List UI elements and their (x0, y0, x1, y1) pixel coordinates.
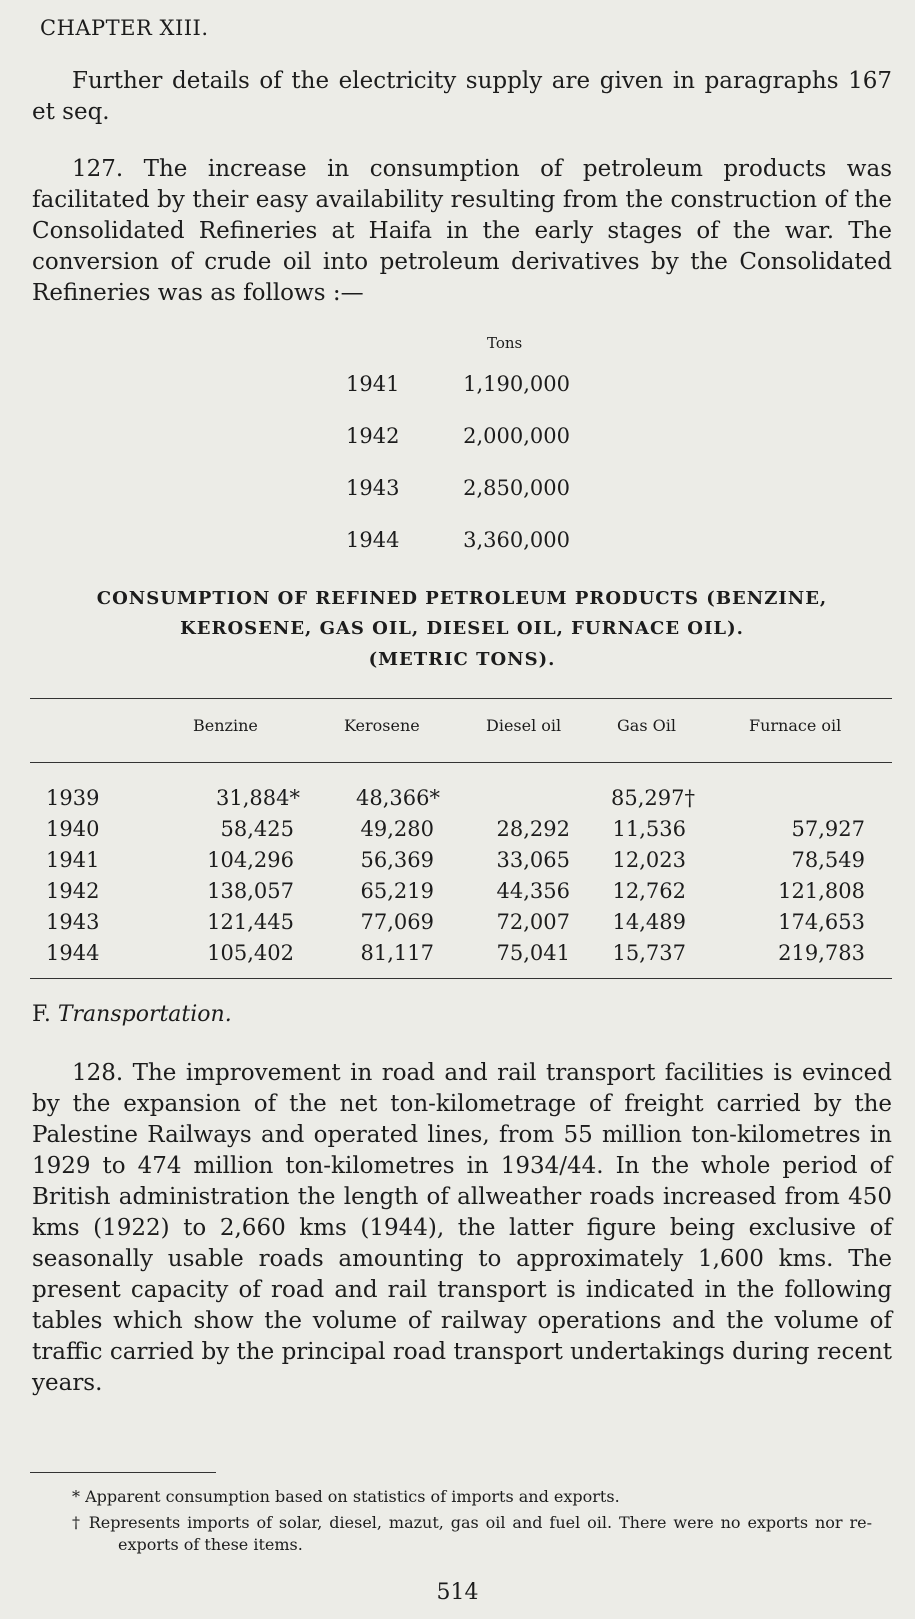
table-cell-gas-oil: 12,762 (612, 879, 686, 903)
section-title: Transportation. (57, 1002, 232, 1027)
table-cell-kerosene: 81,117 (360, 941, 434, 965)
consumption-table-title-line3: (METRIC TONS). (368, 649, 556, 670)
table-row-year: 1943 (46, 910, 100, 934)
table-cell-gas-oil: 15,737 (612, 941, 686, 965)
table-cell-benzine: 105,402 (207, 941, 294, 965)
table-cell-diesel: 72,007 (496, 910, 570, 934)
table-row-year: 1942 (46, 879, 100, 903)
table-row-year: 1944 (46, 941, 100, 965)
table-cell-diesel: 28,292 (496, 817, 570, 841)
production-year: 1944 (346, 528, 400, 552)
table-cell-gas-oil: 85,297† (611, 786, 695, 810)
column-header-gas-oil: Gas Oil (617, 716, 676, 735)
table-cell-benzine: 138,057 (207, 879, 294, 903)
production-year: 1941 (346, 372, 400, 396)
table-cell-kerosene: 49,280 (360, 817, 434, 841)
footnote-rule (30, 1472, 216, 1473)
table-cell-kerosene: 48,366* (356, 786, 440, 810)
intro-paragraph: Further details of the electricity supply are given in paragraphs 167 et seq. (32, 68, 892, 125)
table-row-year: 1939 (46, 786, 100, 810)
table-cell-kerosene: 65,219 (360, 879, 434, 903)
table-row-year: 1940 (46, 817, 100, 841)
production-tons: 3,360,000 (463, 528, 570, 552)
table-cell-furnace-oil: 121,808 (778, 879, 865, 903)
table-cell-diesel: 33,065 (496, 848, 570, 872)
column-header-furnace-oil: Furnace oil (749, 716, 842, 735)
production-tons: 1,190,000 (463, 372, 570, 396)
consumption-table-title-line2: KEROSENE, GAS OIL, DIESEL OIL, FURNACE OIL). (180, 618, 744, 639)
footnote-apparent-consumption: * Apparent consumption based on statistics of imports and exports. (72, 1487, 620, 1506)
table-cell-benzine: 104,296 (207, 848, 294, 872)
paragraph-128: 128. The improvement in road and rail transport facilities is evinced by the expansion of the net ton-kilometrage of freight carried by the Palestine Railways and operated lines, from 55 million ton-kilometres in 1929 to 474 million ton-kilometres in 1934/44. In the whole period of British administration the length of allweather roads increased from 450 kms (1922) to 2,660 kms (1944), the latter figure being exclusive of seasonally usable roads amounting to approximately 1,600 kms. The present capacity of road and rail transport is indicated in the following tables which show the volume of railway operations and the volume of traffic carried by the principal road transport undertakings during recent years. (32, 1060, 892, 1396)
production-year: 1942 (346, 424, 400, 448)
page-number: 514 (436, 1580, 479, 1605)
column-header-diesel-oil: Diesel oil (486, 716, 562, 735)
production-unit-header: Tons (487, 334, 523, 352)
paragraph-127: 127. The increase in consumption of petroleum products was facilitated by their easy availability resulting from the construction of the Consolidated Refineries at Haifa in the early stages of the war. The conversion of crude oil into petroleum derivatives by the Consolidated Refineries was as follows :— (32, 156, 892, 306)
production-tons: 2,000,000 (463, 424, 570, 448)
chapter-heading: CHAPTER XIII. (40, 16, 209, 40)
table-cell-furnace-oil: 57,927 (791, 817, 865, 841)
table-cell-kerosene: 77,069 (360, 910, 434, 934)
production-tons: 2,850,000 (463, 476, 570, 500)
table-row-year: 1941 (46, 848, 100, 872)
table-cell-diesel: 75,041 (496, 941, 570, 965)
table-cell-gas-oil: 11,536 (612, 817, 686, 841)
production-year: 1943 (346, 476, 400, 500)
column-header-benzine: Benzine (193, 716, 258, 735)
table-cell-benzine: 121,445 (207, 910, 294, 934)
footnote-imports: † Represents imports of solar, diesel, mazut, gas oil and fuel oil. There were no exports nor re-exports of these items. (72, 1513, 872, 1554)
column-header-kerosene: Kerosene (344, 716, 420, 735)
section-heading (32, 1002, 232, 1027)
table-cell-furnace-oil: 219,783 (778, 941, 865, 965)
table-top-rule (30, 698, 892, 699)
table-cell-gas-oil: 12,023 (612, 848, 686, 872)
table-cell-kerosene: 56,369 (360, 848, 434, 872)
table-cell-benzine: 58,425 (220, 817, 294, 841)
table-header-rule (30, 762, 892, 763)
table-bottom-rule (30, 978, 892, 979)
table-cell-diesel: 44,356 (496, 879, 570, 903)
table-cell-benzine: 31,884* (216, 786, 300, 810)
table-cell-furnace-oil: 78,549 (791, 848, 865, 872)
table-cell-gas-oil: 14,489 (612, 910, 686, 934)
table-cell-furnace-oil: 174,653 (778, 910, 865, 934)
consumption-table-title-line1: CONSUMPTION OF REFINED PETROLEUM PRODUCTS (BENZINE, (96, 588, 828, 609)
section-letter: F. (32, 1002, 51, 1027)
